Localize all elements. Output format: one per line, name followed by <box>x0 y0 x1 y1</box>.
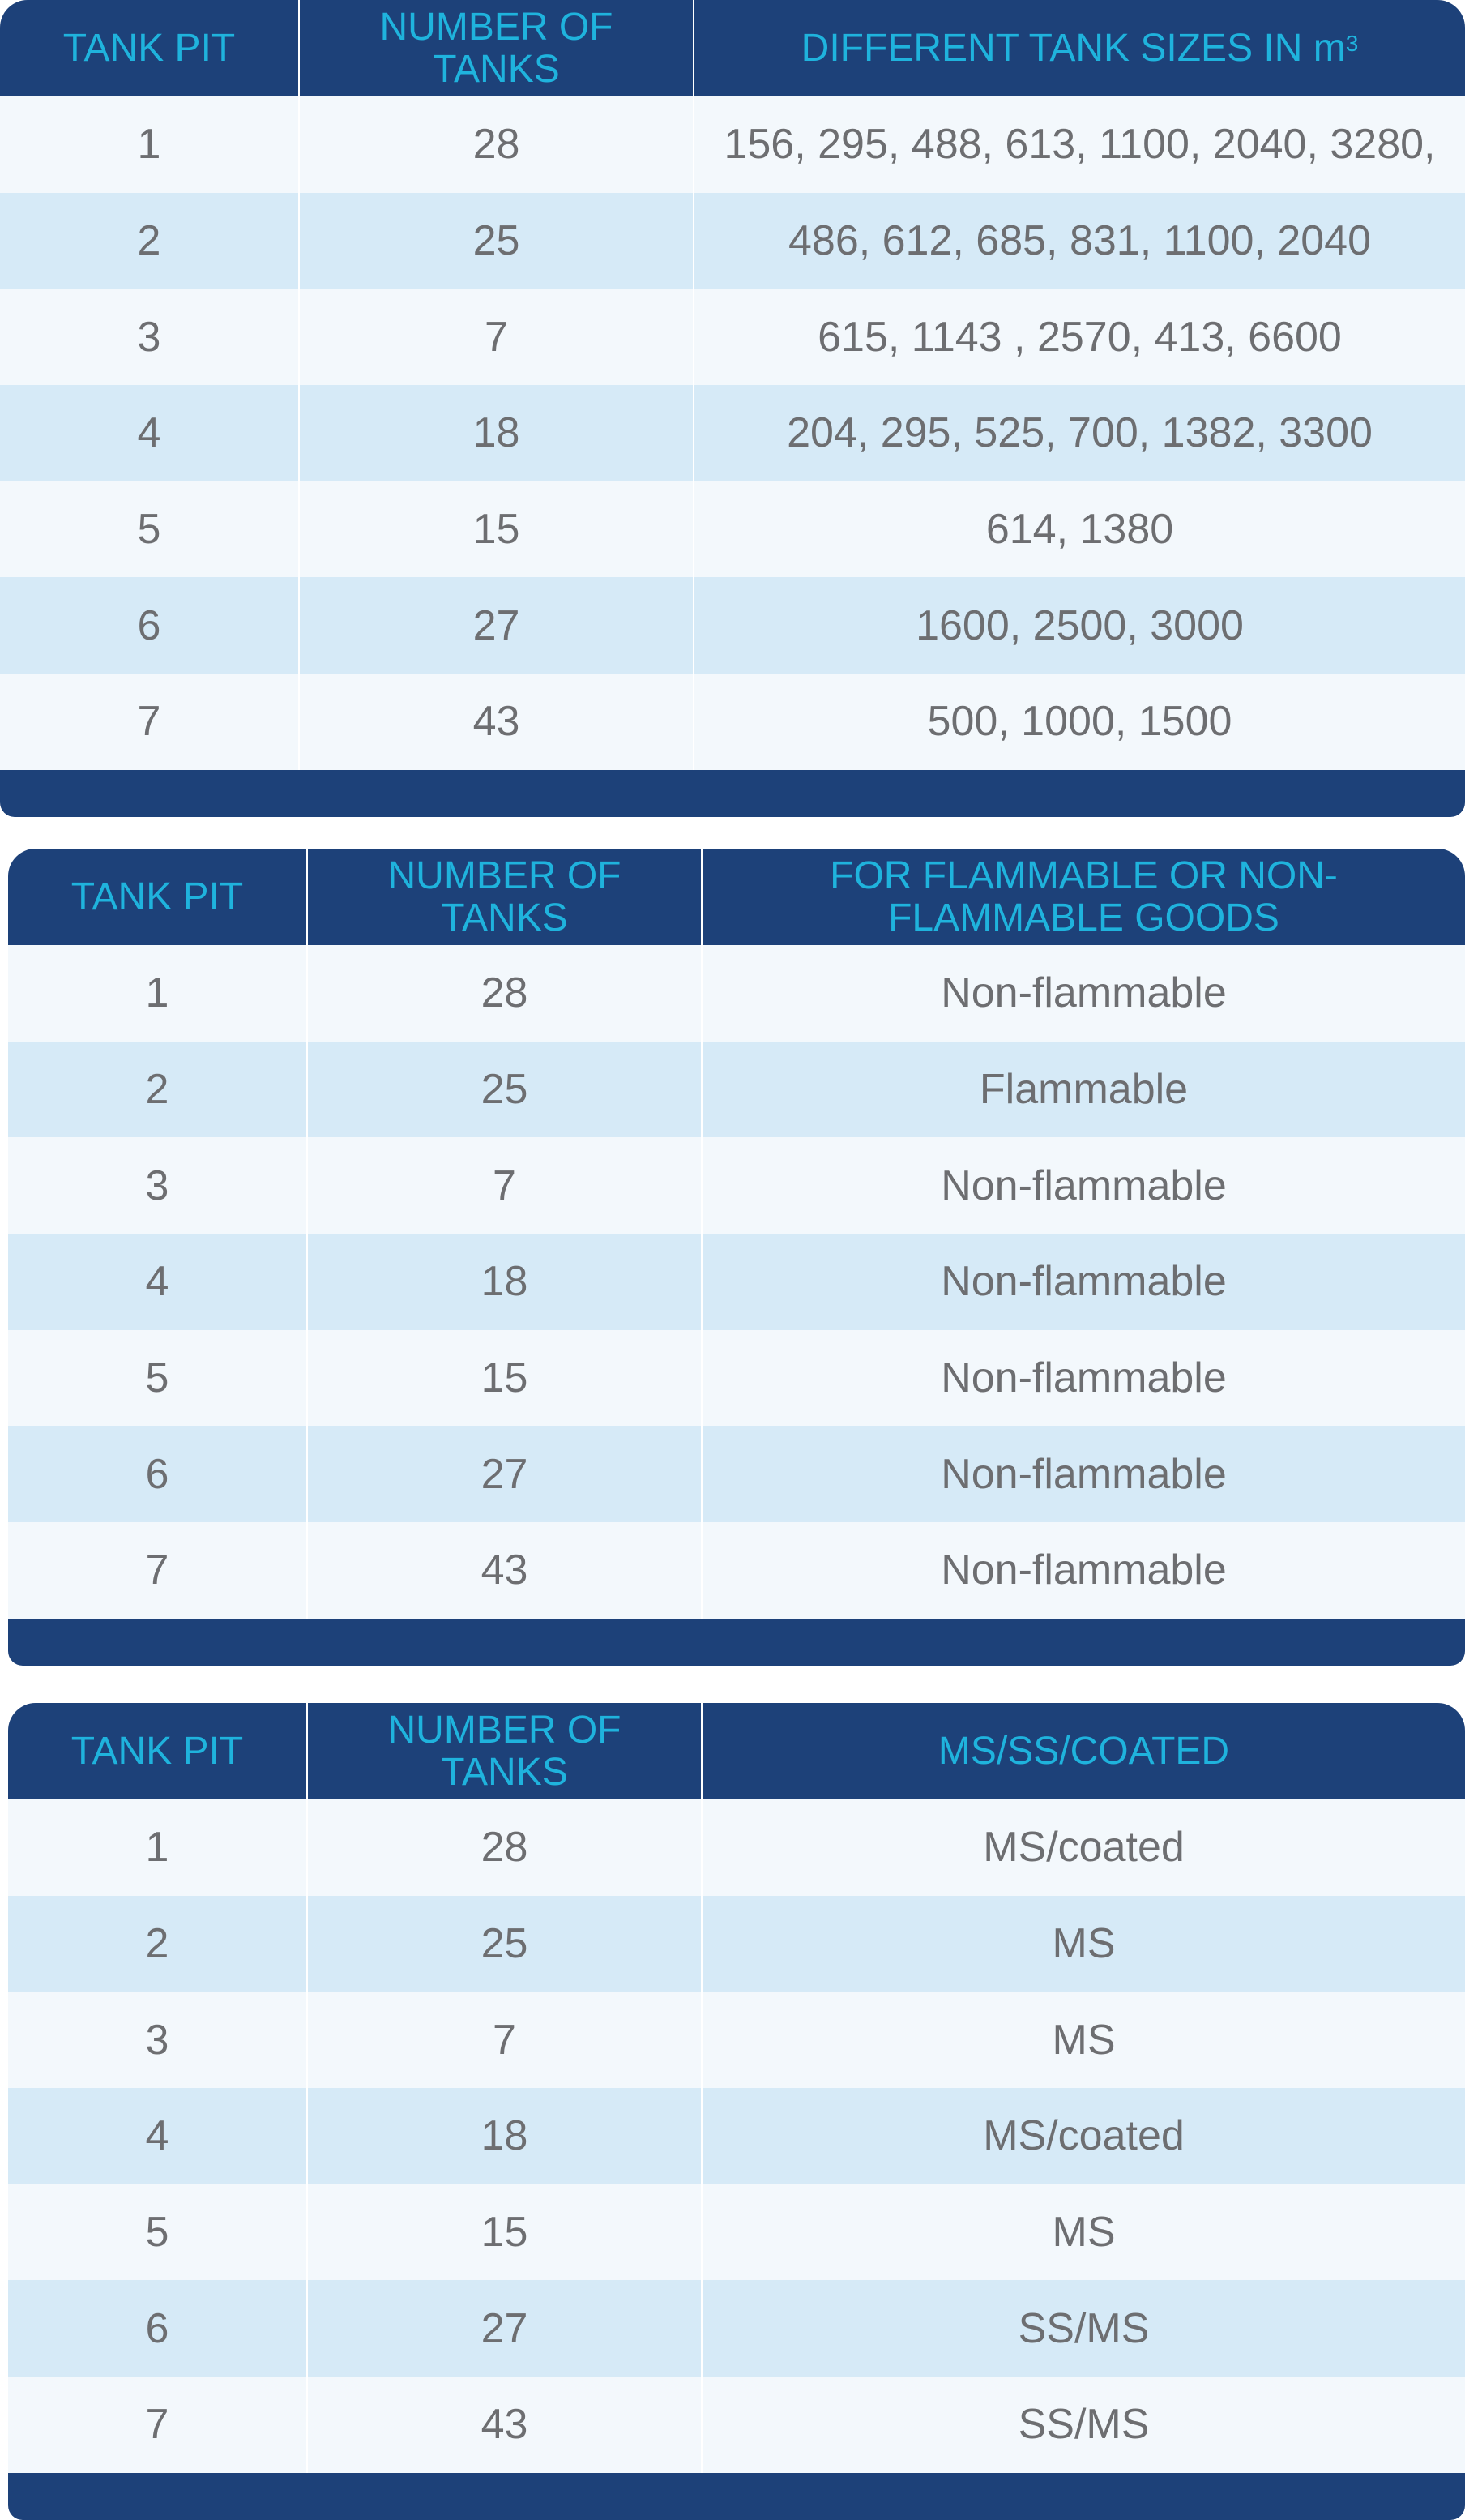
cell-tank-pit: 3 <box>8 1992 308 2088</box>
header-number-of-tanks <box>308 1703 703 1799</box>
table-row <box>8 1330 1465 1427</box>
cell-number-of-tanks: 15 <box>300 481 694 578</box>
header-tank-pit <box>8 849 308 945</box>
cell-tank-pit: 4 <box>8 1234 308 1330</box>
superscript-3: 3 <box>1345 30 1359 56</box>
cell-tank-pit: 2 <box>8 1896 308 1992</box>
cell-number-of-tanks: 15 <box>308 2184 703 2281</box>
cell-number-of-tanks: 25 <box>300 193 694 289</box>
header-number-of-tanks <box>308 849 703 945</box>
table-row <box>8 945 1465 1042</box>
cell-value: Non-flammable <box>941 1547 1227 1594</box>
cell-tank-pit: 3 <box>8 1137 308 1234</box>
cell-tank-pit: 5 <box>0 481 300 578</box>
cell-value: 1600, 2500, 3000 <box>916 601 1244 649</box>
tank-sizes-table <box>0 0 1465 817</box>
cell-value: Non-flammable <box>941 1450 1227 1498</box>
cell-tank-pit: 2 <box>0 193 300 289</box>
cell-number-of-tanks: 27 <box>308 1426 703 1522</box>
table-row <box>0 96 1465 193</box>
cell-tank-pit: 1 <box>8 945 308 1042</box>
table-row <box>8 2377 1465 2473</box>
header-value <box>694 0 1465 96</box>
cell-tank-pit: 6 <box>8 1426 308 1522</box>
header-label: DIFFERENT TANK SIZES IN m <box>801 26 1346 70</box>
header-label: TANK PIT <box>70 1729 244 1773</box>
cell-value: 204, 295, 525, 700, 1382, 3300 <box>787 409 1373 457</box>
table-row <box>8 1234 1465 1330</box>
header-number-of-tanks <box>300 0 694 96</box>
table-row <box>8 1042 1465 1138</box>
table-row <box>8 2280 1465 2377</box>
header-tank-pit <box>8 1703 308 1799</box>
cell-number-of-tanks: 7 <box>308 1992 703 2088</box>
cell-number-of-tanks: 15 <box>308 1330 703 1427</box>
header-value <box>703 1703 1465 1799</box>
table-row <box>0 193 1465 289</box>
cell-tank-pit: 7 <box>8 2377 308 2473</box>
cell-tank-pit: 4 <box>8 2088 308 2184</box>
cell-number-of-tanks: 18 <box>308 1234 703 1330</box>
header-label: TANK PIT <box>70 875 244 918</box>
header-label: FOR FLAMMABLE OR NON-FLAMMABLE GOODS <box>830 854 1338 939</box>
cell-number-of-tanks: 28 <box>308 1799 703 1896</box>
cell-tank-pit: 3 <box>0 289 300 385</box>
cell-number-of-tanks: 7 <box>300 289 694 385</box>
flammability-table <box>8 849 1465 1666</box>
cell-number-of-tanks: 27 <box>308 2280 703 2377</box>
cell-value: Non-flammable <box>941 1354 1227 1402</box>
cell-tank-pit: 5 <box>8 2184 308 2281</box>
cell-number-of-tanks: 18 <box>300 385 694 481</box>
header-value <box>703 849 1465 945</box>
cell-value: MS <box>1052 1920 1116 1968</box>
header-label: MS/SS/COATED <box>938 1729 1230 1773</box>
cell-tank-pit: 6 <box>8 2280 308 2377</box>
table-footer-bar <box>0 770 1465 817</box>
table-row <box>8 1137 1465 1234</box>
cell-value: MS/coated <box>983 1824 1185 1872</box>
table-row <box>0 289 1465 385</box>
cell-value: 500, 1000, 1500 <box>927 698 1232 746</box>
cell-number-of-tanks: 43 <box>308 1522 703 1619</box>
table-body <box>0 96 1465 770</box>
table-body <box>8 945 1465 1619</box>
table-row <box>0 481 1465 578</box>
cell-value: SS/MS <box>1018 2401 1150 2449</box>
cell-tank-pit: 1 <box>8 1799 308 1896</box>
material-table <box>8 1703 1465 2520</box>
table-row <box>8 1426 1465 1522</box>
header-label: NUMBER OF TANKS <box>387 1708 621 1794</box>
cell-number-of-tanks: 43 <box>300 674 694 770</box>
table-row <box>8 1896 1465 1992</box>
table-footer-bar <box>8 2473 1465 2520</box>
cell-value: MS <box>1052 2016 1116 2064</box>
cell-tank-pit: 7 <box>0 674 300 770</box>
cell-tank-pit: 5 <box>8 1330 308 1427</box>
cell-tank-pit: 1 <box>0 96 300 193</box>
table-header <box>8 849 1465 945</box>
table-header <box>8 1703 1465 1799</box>
table-header <box>0 0 1465 96</box>
table-row <box>8 1992 1465 2088</box>
cell-value: Non-flammable <box>941 1258 1227 1306</box>
cell-number-of-tanks: 25 <box>308 1896 703 1992</box>
table-row <box>8 1799 1465 1896</box>
cell-value: Flammable <box>979 1066 1189 1114</box>
cell-value: MS <box>1052 2209 1116 2257</box>
cell-value: 486, 612, 685, 831, 1100, 2040 <box>788 217 1371 265</box>
cell-tank-pit: 2 <box>8 1042 308 1138</box>
cell-value: Non-flammable <box>941 1162 1227 1209</box>
cell-number-of-tanks: 7 <box>308 1137 703 1234</box>
header-tank-pit <box>0 0 300 96</box>
table-row <box>0 577 1465 674</box>
header-label: TANK PIT <box>62 26 236 70</box>
cell-number-of-tanks: 43 <box>308 2377 703 2473</box>
cell-tank-pit: 6 <box>0 577 300 674</box>
table-row <box>0 674 1465 770</box>
cell-value: SS/MS <box>1018 2304 1150 2352</box>
table-row <box>8 1522 1465 1619</box>
table-row <box>8 2088 1465 2184</box>
cell-tank-pit: 7 <box>8 1522 308 1619</box>
cell-number-of-tanks: 28 <box>308 945 703 1042</box>
cell-value: MS/coated <box>983 2112 1185 2160</box>
cell-number-of-tanks: 18 <box>308 2088 703 2184</box>
table-body <box>8 1799 1465 2473</box>
cell-value: 614, 1380 <box>985 506 1174 554</box>
cell-value: 615, 1143 , 2570, 413, 6600 <box>818 313 1342 361</box>
header-label: NUMBER OF TANKS <box>387 854 621 939</box>
cell-value: 156, 295, 488, 613, 1100, 2040, 3280, <box>724 121 1436 169</box>
table-row <box>0 385 1465 481</box>
header-label: NUMBER OF TANKS <box>379 5 613 91</box>
cell-number-of-tanks: 25 <box>308 1042 703 1138</box>
table-row <box>8 2184 1465 2281</box>
cell-number-of-tanks: 28 <box>300 96 694 193</box>
cell-number-of-tanks: 27 <box>300 577 694 674</box>
cell-value: Non-flammable <box>941 969 1227 1017</box>
cell-tank-pit: 4 <box>0 385 300 481</box>
table-footer-bar <box>8 1619 1465 1666</box>
